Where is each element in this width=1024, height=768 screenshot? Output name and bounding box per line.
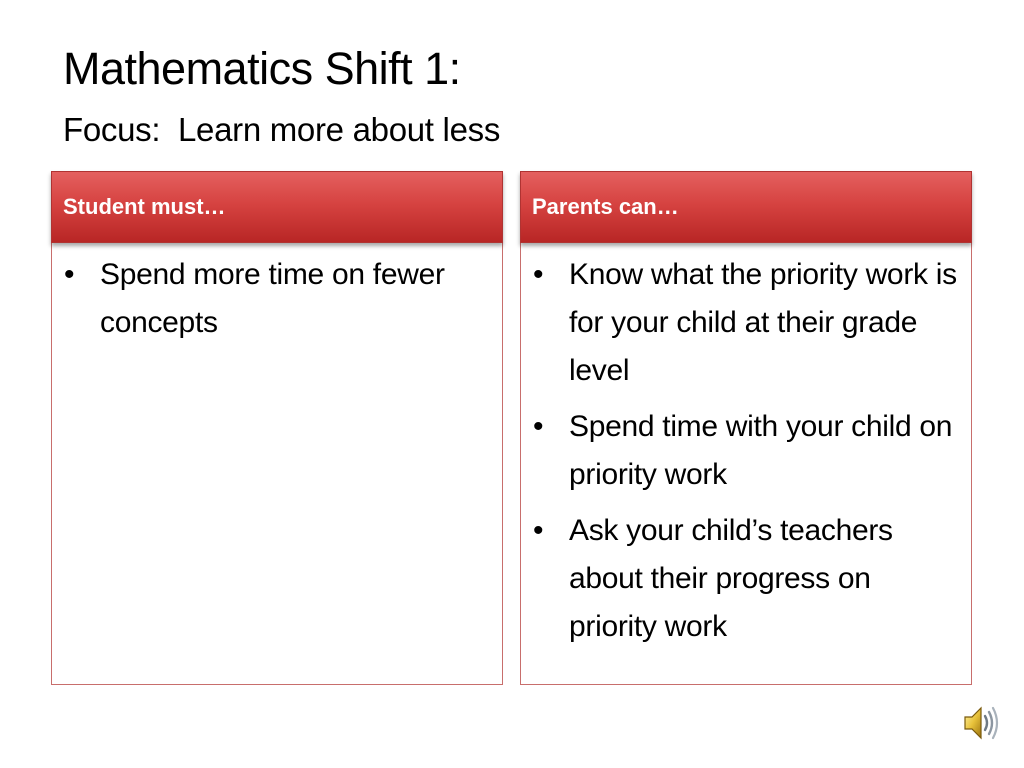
bullet-glyph: •: [64, 258, 75, 291]
speaker-icon[interactable]: [962, 702, 1000, 744]
bullet-text: Know what the priority work is for your child at their grade level: [569, 258, 957, 387]
list-item: [62, 251, 488, 347]
list-item: [531, 251, 957, 395]
bullet-text: Spend more time on fewer concepts: [100, 258, 445, 339]
student-column: [51, 171, 503, 685]
list-item: [531, 507, 957, 651]
parents-column: [520, 171, 972, 685]
bullet-glyph: •: [533, 514, 544, 547]
slide-title: Mathematics Shift 1:: [63, 43, 461, 94]
bullet-glyph: •: [533, 410, 544, 443]
student-column-body: [51, 243, 503, 685]
parents-column-header: [520, 171, 972, 243]
parents-bullet-list: [521, 243, 971, 651]
student-column-header-label: Student must…: [63, 194, 226, 219]
list-item: [531, 403, 957, 499]
bullet-text: Ask your child’s teachers about their progress on priority work: [569, 514, 893, 643]
bullet-text: Spend time with your child on priority work: [569, 410, 953, 491]
student-bullet-list: [52, 243, 502, 347]
student-column-header: [51, 171, 503, 243]
bullet-glyph: •: [533, 258, 544, 291]
parents-column-body: [520, 243, 972, 685]
slide-subtitle: Focus: Learn more about less: [63, 111, 501, 148]
parents-column-header-label: Parents can…: [532, 194, 679, 219]
speaker-icon-graphic: [962, 702, 1000, 744]
